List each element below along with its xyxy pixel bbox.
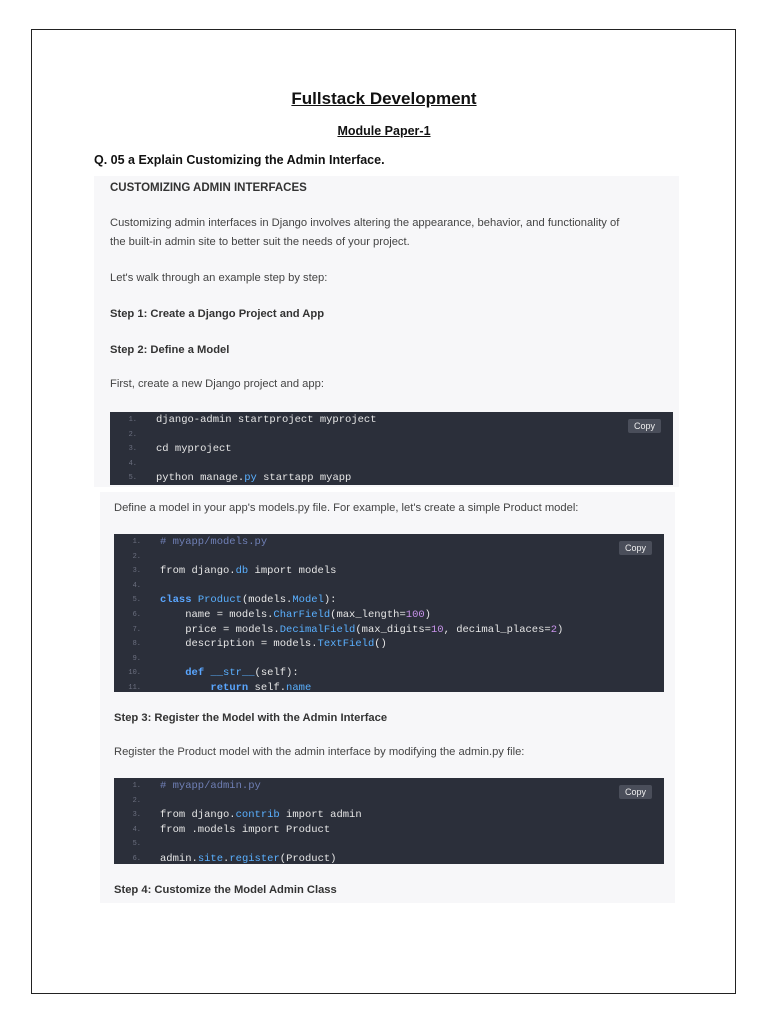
code-text	[160, 608, 431, 623]
code-text	[160, 535, 267, 550]
line-number: 7.	[132, 625, 141, 634]
code-text	[160, 623, 563, 638]
code-text	[160, 681, 311, 696]
code-token: py	[244, 472, 257, 485]
code-token: from .models import Product	[160, 823, 331, 836]
line-number: 4.	[132, 581, 141, 590]
code-text	[160, 808, 362, 823]
define-model-text: Define a model in your app's models.py file. For example, let's create a simple Product model:	[114, 502, 579, 514]
code-token: startapp myapp	[256, 472, 352, 485]
code-token: 10	[430, 623, 444, 636]
code-token: contrib	[235, 809, 280, 822]
code-token: name = models.	[160, 609, 274, 621]
code-text	[160, 666, 299, 681]
line-number: 4.	[128, 459, 137, 468]
walkthrough-text: Let's walk through an example step by step:	[110, 272, 328, 284]
line-number: 5.	[132, 840, 141, 849]
code-text	[160, 593, 336, 608]
line-number: 10.	[128, 669, 141, 678]
code-token: description = models.	[160, 638, 318, 651]
code-token: from django.	[160, 809, 236, 822]
code-text	[156, 471, 351, 486]
code-text	[160, 779, 261, 794]
line-number: 6.	[132, 611, 141, 619]
line-number: 4.	[132, 825, 141, 834]
code-text	[156, 413, 377, 428]
copy-button[interactable]: Copy	[619, 785, 652, 799]
line-number: 2.	[132, 552, 141, 561]
code-block-shell[interactable]	[110, 412, 673, 485]
code-token: , decimal_places=	[443, 623, 551, 636]
code-token: ()	[374, 638, 387, 651]
code-token: DecimalField	[279, 623, 356, 636]
code-token	[160, 667, 185, 679]
line-number: 3.	[132, 811, 141, 820]
code-token: class	[160, 594, 192, 607]
line-number: 2.	[128, 430, 137, 439]
code-token: .	[223, 853, 230, 865]
code-token: (max_digits=	[355, 623, 431, 636]
code-text	[160, 637, 387, 652]
line-number: 1.	[132, 782, 141, 790]
copy-button[interactable]: Copy	[619, 541, 652, 555]
code-token: (Product)	[279, 853, 337, 865]
first-create-text: First, create a new Django project and app:	[110, 378, 324, 390]
line-number: 2.	[132, 796, 141, 805]
code-text	[160, 564, 336, 579]
code-text	[160, 852, 336, 867]
code-token: Product	[197, 594, 242, 607]
code-token: register	[229, 853, 280, 865]
code-token: def	[185, 667, 205, 680]
code-token: self.	[248, 682, 287, 694]
copy-button[interactable]: Copy	[628, 419, 661, 433]
intro-line-1: Customizing admin interfaces in Django involves altering the appearance, behavior, and functionality of	[110, 217, 620, 229]
step-1-heading: Step 1: Create a Django Project and App	[110, 308, 325, 320]
code-text	[160, 823, 330, 838]
line-number: 11.	[128, 684, 141, 692]
line-number: 3.	[132, 567, 141, 576]
content-panel-2	[100, 492, 675, 903]
code-token: # myapp/models.py	[160, 536, 268, 548]
code-token: name	[286, 682, 312, 694]
register-text: Register the Product model with the admin interface by modifying the admin.py file:	[114, 746, 525, 758]
code-token: )	[557, 623, 564, 636]
code-token: import models	[248, 565, 337, 578]
code-token: TextField	[317, 638, 375, 651]
code-token: python manage.	[156, 472, 245, 485]
document-subtitle: Module Paper-1	[337, 124, 431, 138]
code-token: Model	[292, 594, 324, 607]
line-number: 5.	[132, 596, 141, 605]
line-number: 5.	[128, 474, 137, 483]
code-token: 2	[550, 623, 558, 636]
code-token: import admin	[279, 809, 362, 822]
code-token: 100	[405, 609, 425, 621]
section-heading: CUSTOMIZING ADMIN INTERFACES	[110, 182, 307, 194]
code-token: return	[210, 682, 249, 694]
step-4-heading: Step 4: Customize the Model Admin Class	[114, 884, 337, 896]
line-number: 1.	[132, 538, 141, 546]
code-token: admin.	[160, 853, 198, 865]
code-token: # myapp/admin.py	[160, 780, 261, 792]
step-2-heading: Step 2: Define a Model	[110, 344, 230, 356]
line-number: 1.	[128, 416, 137, 424]
code-token: ):	[323, 594, 337, 607]
line-number: 3.	[128, 445, 137, 454]
code-token: __str__	[210, 667, 255, 680]
question-heading: Q. 05 a Explain Customizing the Admin Interface.	[94, 153, 385, 167]
code-token: price = models.	[160, 623, 280, 636]
code-token: from django.	[160, 565, 236, 578]
line-number: 8.	[132, 640, 141, 649]
step-3-heading: Step 3: Register the Model with the Admin Interface	[114, 712, 388, 724]
code-token: (models.	[241, 594, 293, 607]
line-number: 9.	[132, 654, 141, 663]
code-token: (self):	[254, 667, 299, 680]
code-token: CharField	[273, 609, 331, 621]
line-number: 6.	[132, 855, 141, 863]
intro-line-2: the built-in admin site to better suit the needs of your project.	[110, 236, 410, 248]
code-token: db	[235, 565, 249, 578]
code-token: site	[197, 853, 224, 865]
code-token: (max_length=	[330, 609, 406, 621]
content-panel-1	[94, 176, 679, 487]
code-text	[156, 442, 232, 457]
code-token: )	[424, 609, 431, 621]
code-token: django-admin startproject myproject	[156, 414, 377, 426]
document-title: Fullstack Development	[291, 89, 477, 108]
code-block-models[interactable]	[114, 534, 664, 692]
code-token	[160, 682, 210, 694]
code-block-admin[interactable]	[114, 778, 664, 864]
code-token: cd myproject	[156, 443, 232, 456]
